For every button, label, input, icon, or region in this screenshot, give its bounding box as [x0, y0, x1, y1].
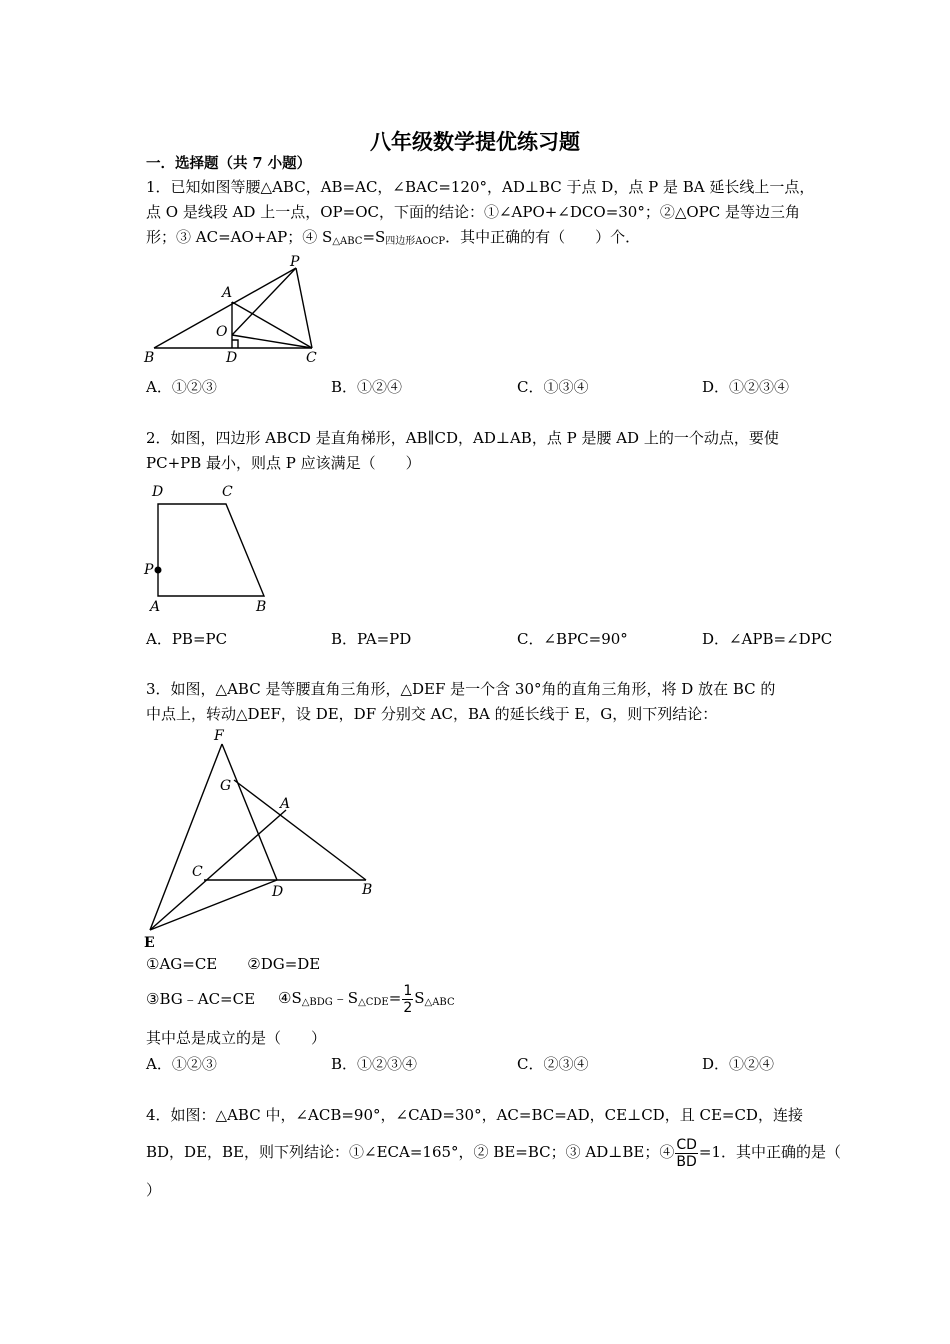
q3-label-A: A [280, 796, 291, 812]
q1-option-b: B．①②④ [331, 378, 403, 396]
q3-conclusion-4: $④S_{\triangle BDG}﹣S_{\triangle CDE}=$ $\frac{1}{2}$ $S_{\triangle ABC}$ [278, 982, 455, 1016]
q1-line-2: 点 O 是线段 AD 上一点，OP=OC，下面的结论：①∠APO+∠DCO=30°；②△OPC 是等边三角 [146, 203, 801, 221]
q1-option-a: A．①②③ [146, 378, 217, 396]
q3-label-C: C [192, 864, 203, 880]
q3-label-F: F [214, 728, 224, 744]
q2-label-B: B [256, 599, 267, 615]
q4-line-1: 4．如图：△ABC 中，∠ACB=90°，∠CAD=30°，AC=BC=AD，CE⊥CD，且 CE=CD，连接 [146, 1106, 803, 1124]
q3-label-D: D [272, 884, 284, 900]
q2-option-d: D．∠APB=∠DPC [702, 630, 833, 648]
q2-figure [140, 478, 280, 618]
q3-option-c: C．②③④ [517, 1055, 589, 1073]
q2-label-P: P [144, 562, 154, 578]
q2-label-D: D [152, 484, 164, 500]
q3-option-a: A．①②③ [146, 1055, 217, 1073]
q2-line-1: 2．如图，四边形 ABCD 是直角梯形，AB∥CD，AD⊥AB，点 P 是腰 AD 上的一个动点，要使 [146, 429, 779, 447]
q3-line-2: 中点上，转动△DEF，设 DE，DF 分别交 AC，BA 的延长线于 E，G，则下列结论： [146, 705, 718, 723]
q1-label-P: P [290, 254, 300, 270]
q2-label-A: A [150, 599, 161, 615]
q4-line-2: BD，DE，BE，则下列结论：①∠ECA=165°，② BE=BC；③ AD⊥BE；④ $\frac{CD}{BD}$ =1．其中正确的是（ [146, 1136, 842, 1170]
q3-conclusions-1-2: ①AG=CE ②DG=DE [146, 955, 321, 973]
q2-option-a: A．PB=PC [146, 630, 228, 648]
q3-label-G: G [220, 778, 232, 794]
q1-line-1: 1．已知如图等腰△ABC，AB=AC，∠BAC=120°，AD⊥BC 于点 D，点 P 是 BA 延长线上一点， [146, 178, 815, 196]
q1-option-c: C．①③④ [517, 378, 589, 396]
q1-option-d: D．①②③④ [702, 378, 790, 396]
q3-option-d: D．①②④ [702, 1055, 775, 1073]
page-title: 八年级数学提优练习题 [370, 129, 580, 154]
q1-line-3: 形；③ AC=AO+AP；④ $S_{\triangle ABC}=S_{四边形AOCP}$．其中正确的有（ ）个． [146, 228, 641, 247]
q4-line-3: ） [146, 1181, 162, 1199]
q1-label-O: O [216, 324, 228, 340]
q2-line-2: PC+PB 最小，则点 P 应该满足（ ） [146, 454, 421, 472]
q3-option-b: B．①②③④ [331, 1055, 418, 1073]
section-heading: 一．选择题（共 7 小题） [146, 155, 312, 172]
q1-label-B: B [144, 350, 155, 366]
q2-option-b: B．PA=PD [331, 630, 412, 648]
q3-label-B: B [362, 882, 373, 898]
q3-label-E: E [144, 935, 155, 951]
q3-question: 其中总是成立的是（ ） [146, 1029, 327, 1047]
q3-figure [140, 724, 390, 954]
q3-fraction: $\frac{1}{2}$ [403, 982, 413, 1016]
q1-label-A: A [222, 285, 233, 301]
q1-label-C: C [306, 350, 317, 366]
q1-label-D: D [226, 350, 238, 366]
q3-conclusion-3: ③BG﹣AC=CE [146, 990, 256, 1008]
q1-figure [140, 250, 340, 370]
q3-line-1: 3．如图，△ABC 是等腰直角三角形，△DEF 是一个含 30°角的直角三角形，将 D 放在 BC 的 [146, 680, 776, 698]
q2-label-C: C [222, 484, 233, 500]
q2-option-c: C．∠BPC=90° [517, 630, 628, 648]
q4-fraction: $\frac{CD}{BD}$ [676, 1136, 697, 1170]
